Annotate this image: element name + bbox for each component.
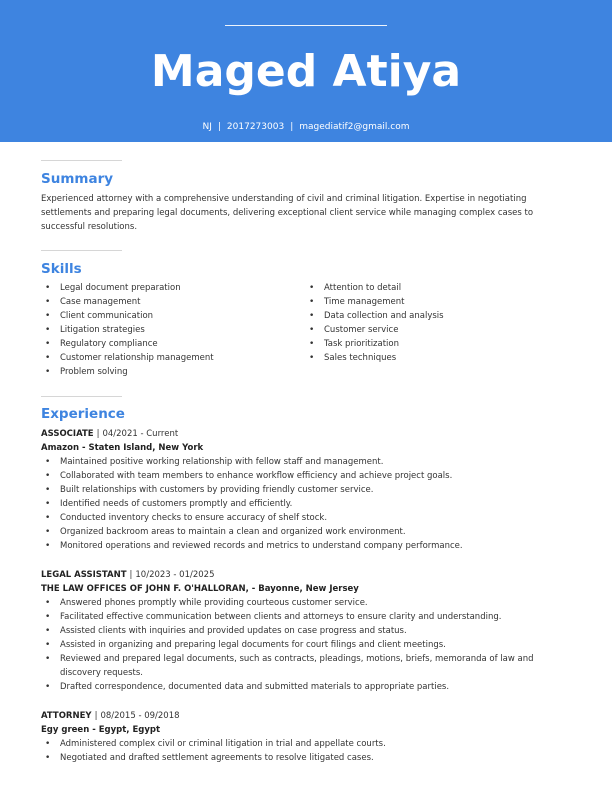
- duty-item: • Monitored operations and reviewed records and metrics to understand company performance.: [41, 539, 571, 553]
- job-header: [41, 427, 178, 441]
- job-dates: 04/2021 - Current: [102, 429, 179, 439]
- job-separator: |: [94, 711, 98, 721]
- duty-item: • Administered complex civil or criminal litigation in trial and appellate courts.: [41, 737, 571, 751]
- duty-item: • Reviewed and prepared legal documents, such as contracts, pleadings, motions, briefs, memoranda of law and discovery requests.: [41, 652, 571, 680]
- skills-list-right: [305, 281, 565, 365]
- job-employer: Amazon - Staten Island, New York: [41, 443, 204, 453]
- contact-email[interactable]: magediatif2@gmail.com: [299, 122, 410, 132]
- duty-item: • Maintained positive working relationship with fellow staff and management.: [41, 455, 571, 469]
- duty-item: • Assisted clients with inquiries and provided updates on case progress and status.: [41, 624, 571, 638]
- candidate-name: Maged Atiya: [150, 46, 462, 97]
- skill-item: • Problem solving: [41, 365, 301, 379]
- duty-item: • Negotiated and drafted settlement agreements to resolve litigated cases.: [41, 751, 571, 765]
- job-separator: |: [129, 570, 133, 580]
- duty-item: • Organized backroom areas to maintain a clean and organized work environment.: [41, 525, 571, 539]
- header-top-rule: [225, 25, 387, 26]
- contact-phone[interactable]: 2017273003: [226, 122, 285, 132]
- skill-item: • Litigation strategies: [41, 323, 301, 337]
- header-banner: [0, 0, 612, 142]
- skill-item: • Client communication: [41, 309, 301, 323]
- job-separator: |: [96, 429, 100, 439]
- skill-item: • Task prioritization: [305, 337, 565, 351]
- duty-item: • Answered phones promptly while providing courteous customer service.: [41, 596, 571, 610]
- job-duties: [41, 455, 571, 553]
- job-duties: [41, 596, 571, 694]
- job-header: [41, 709, 180, 723]
- duty-item: • Identified needs of customers promptly and efficiently.: [41, 497, 571, 511]
- summary-heading: Summary: [41, 171, 114, 187]
- skills-list-left: [41, 281, 301, 379]
- job-title: LEGAL ASSISTANT: [41, 570, 127, 580]
- job-employer: THE LAW OFFICES OF JOHN F. O'HALLORAN, - Bayonne, New Jersey: [41, 584, 359, 594]
- skill-item: • Time management: [305, 295, 565, 309]
- summary-text: Experienced attorney with a comprehensive understanding of civil and criminal litigation. Expertise in negotiating settlements and preparing legal documents, delivering exceptional client service while managing complex cases to successful resolutions.: [41, 194, 534, 232]
- job-title: ATTORNEY: [41, 711, 92, 721]
- skill-item: • Customer service: [305, 323, 565, 337]
- job-dates: 10/2023 - 01/2025: [135, 570, 215, 580]
- summary-divider: [41, 160, 122, 161]
- skills-divider: [41, 250, 122, 251]
- duty-item: • Collaborated with team members to enhance workflow efficiency and achieve project goals.: [41, 469, 571, 483]
- contact-location: NJ: [202, 122, 212, 132]
- duty-item: • Conducted inventory checks to ensure accuracy of shelf stock.: [41, 511, 571, 525]
- skill-item: • Data collection and analysis: [305, 309, 565, 323]
- skill-item: • Legal document preparation: [41, 281, 301, 295]
- contact-line: [0, 120, 612, 134]
- skill-item: • Attention to detail: [305, 281, 565, 295]
- duty-item: • Built relationships with customers by providing friendly customer service.: [41, 483, 571, 497]
- skill-item: • Customer relationship management: [41, 351, 301, 365]
- duty-item: • Drafted correspondence, documented data and submitted materials to appropriate parties.: [41, 680, 571, 694]
- duty-item: • Assisted in organizing and preparing legal documents for court filings and client meetings.: [41, 638, 571, 652]
- contact-separator: |: [290, 122, 294, 132]
- job-duties: [41, 737, 571, 765]
- skills-heading: Skills: [41, 261, 82, 277]
- experience-heading: Experience: [41, 406, 125, 422]
- job-dates: 08/2015 - 09/2018: [100, 711, 180, 721]
- skill-item: • Sales techniques: [305, 351, 565, 365]
- contact-separator: |: [217, 122, 221, 132]
- job-title: ASSOCIATE: [41, 429, 94, 439]
- duty-item: • Facilitated effective communication between clients and attorneys to ensure clarity and understanding.: [41, 610, 571, 624]
- job-employer: Egy green - Egypt, Egypt: [41, 725, 161, 735]
- experience-divider: [41, 396, 122, 397]
- skill-item: • Regulatory compliance: [41, 337, 301, 351]
- job-header: [41, 568, 215, 582]
- skill-item: • Case management: [41, 295, 301, 309]
